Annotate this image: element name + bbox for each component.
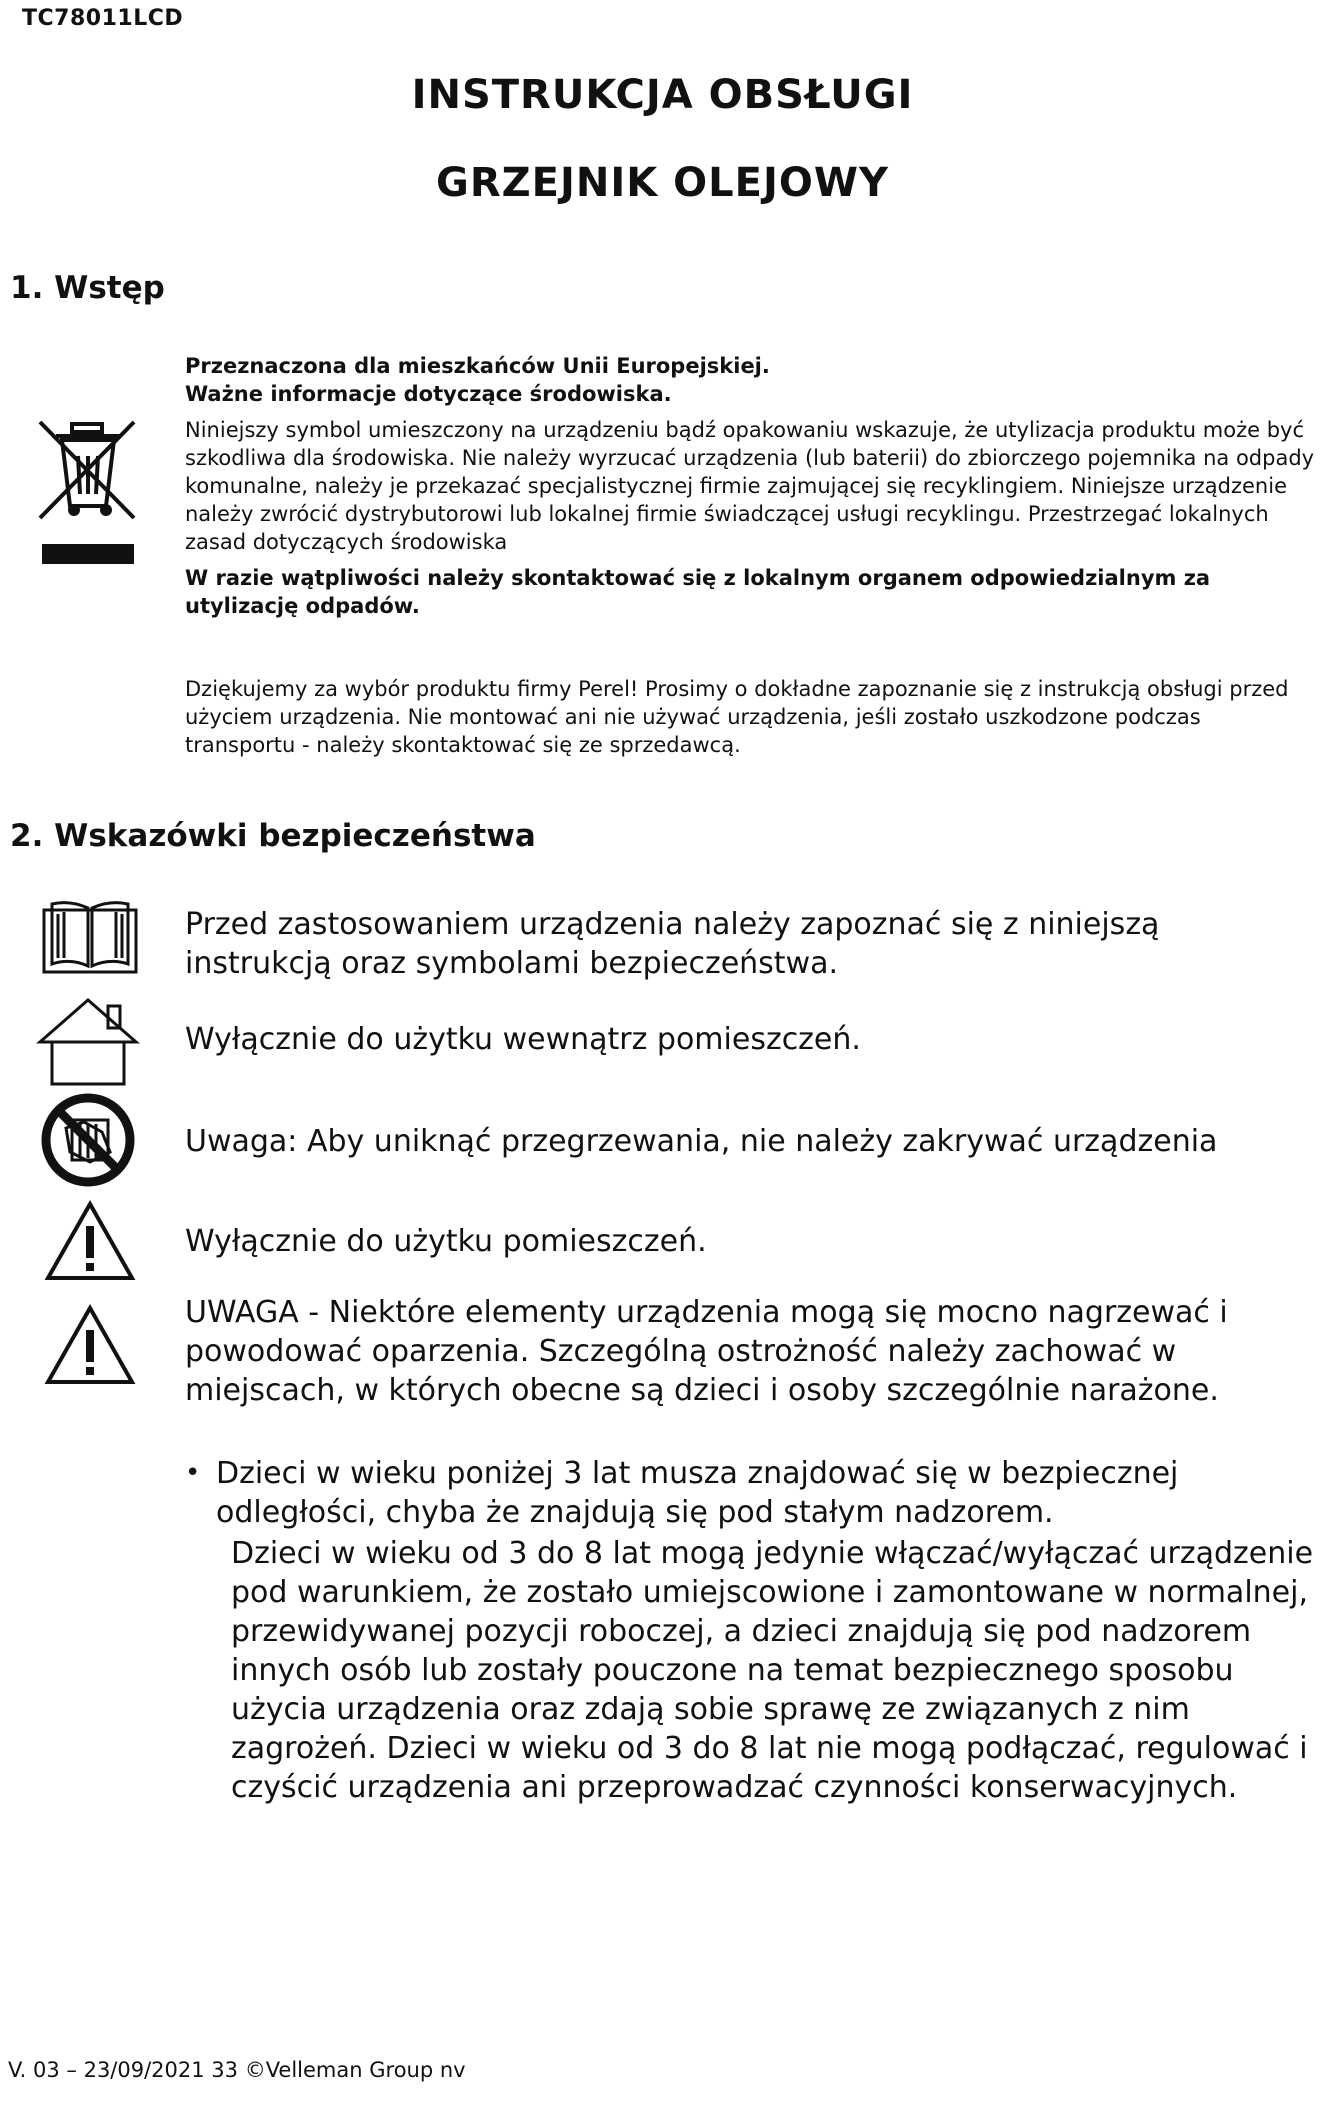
safety-indoor-use [185, 1020, 1310, 1059]
warning-triangle-icon [44, 1304, 136, 1386]
section-heading-safety: 2. Wskazówki bezpieczeństwa [10, 818, 536, 854]
safety-hot-surfaces-text: UWAGA - Niektóre elementy urządzenia mogą się mocno nagrzewać i powodować oparzenia. Szczególną ostrożność należy zachować w miejscach, w których obecne są dzieci i osoby szczególnie narażone. [185, 1295, 1228, 1408]
safety-do-not-cover [185, 1122, 1310, 1161]
weee-notice [185, 352, 1315, 620]
list-item [185, 1454, 1315, 1532]
section-heading-introduction: 1. Wstęp [10, 270, 165, 306]
children-3-to-8-text: Dzieci w wieku od 3 do 8 lat mogą jedynie włączać/wyłączać urządzenie pod warunkiem, że zostało umiejscowione i zamontowane w normalnej, przewidywanej pozycji roboczej, a dzieci znajdują się pod nadzorem innych osób lub zostały pouczone na temat bezpiecznego sposobu użycia urządzenia oraz zdają sobie sprawę ze związanych z nim zagrożeń. Dzieci w wieku od 3 do 8 lat nie mogą podłączać, regulować i czyścić urządzenia ani przeprowadzać czynności konserwacyjnych. [231, 1536, 1314, 1805]
thank-you-paragraph [185, 675, 1315, 759]
safety-read-manual [185, 905, 1310, 983]
safety-room-use [185, 1222, 1310, 1261]
do-not-cover-icon [40, 1092, 136, 1188]
safety-read-manual-text: Przed zastosowaniem urządzenia należy zapoznać się z niniejszą instrukcją oraz symbolami bezpieczeństwa. [185, 907, 1160, 981]
children-safety-list [185, 1454, 1315, 1807]
weee-notice-environment: Ważne informacje dotyczące środowiska. [185, 382, 672, 406]
weee-crossed-bin-icon [34, 418, 142, 568]
book-icon [42, 900, 138, 976]
weee-notice-eu: Przeznaczona dla mieszkańców Unii Europejskiej. [185, 354, 770, 378]
house-icon [36, 996, 140, 1088]
model-number: TC78011LCD [22, 6, 184, 31]
bullet-symbol: • [185, 1458, 201, 1488]
document-title: INSTRUKCJA OBSŁUGI [411, 72, 914, 118]
weee-notice-contact: W razie wątpliwości należy skontaktować się z lokalnym organem odpowiedzialnym za utylizację odpadów. [185, 566, 1211, 618]
warning-triangle-icon [44, 1200, 136, 1282]
children-under-3-text: Dzieci w wieku poniżej 3 lat musza znajdować się w bezpiecznej odległości, chyba że znajdują się pod stałym nadzorem. [216, 1456, 1179, 1530]
thank-you-text: Dziękujemy za wybór produktu firmy Perel! Prosimy o dokładne zapoznanie się z instrukcją obsługi przed użyciem urządzenia. Nie montować ani nie używać urządzenia, jeśli zostało uszkodzone podczas transportu - należy skontaktować się ze sprzedawcą. [185, 677, 1289, 757]
page-footer: V. 03 – 23/09/2021 33 ©Velleman Group nv [8, 2058, 466, 2082]
weee-notice-body: Niniejszy symbol umieszczony na urządzeniu bądź opakowaniu wskazuje, że utylizacja produktu może być szkodliwa dla środowiska. Nie należy wyrzucać urządzenia (lub baterii) do zbiorczego pojemnika na odpady komunalne, należy je przekazać specjalistycznej firmie zajmującej się recyklingiem. Niniejsze urządzenie należy zwrócić dystrybutorowi lub lokalnej firmie świadczącej usługi recyklingu. Przestrzegać lokalnych zasad dotyczących środowiska [185, 418, 1315, 554]
children-3-to-8-paragraph [185, 1534, 1315, 1807]
safety-indoor-use-text: Wyłącznie do użytku wewnątrz pomieszczeń. [185, 1022, 861, 1057]
safety-do-not-cover-text: Uwaga: Aby uniknąć przegrzewania, nie należy zakrywać urządzenia [185, 1124, 1218, 1159]
safety-hot-surfaces [185, 1293, 1310, 1410]
product-title: GRZEJNIK OLEJOWY [436, 160, 889, 206]
safety-room-use-text: Wyłącznie do użytku pomieszczeń. [185, 1224, 707, 1259]
